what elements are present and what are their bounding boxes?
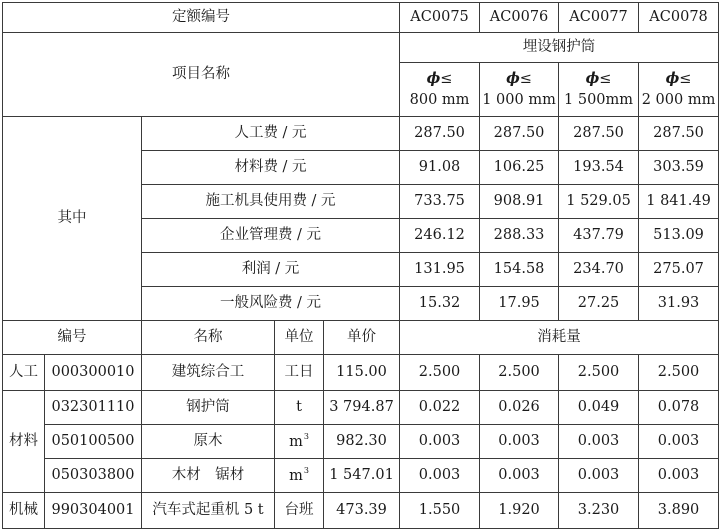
resource-unit: [275, 425, 324, 459]
resource-unit: t: [275, 391, 324, 425]
resource-code: 990304001: [45, 493, 142, 529]
resource-code: 032301110: [45, 391, 142, 425]
consumption-value: 2.500: [639, 355, 719, 391]
resource-name: 钢护筒: [142, 391, 275, 425]
le-symbol: ≤: [440, 71, 453, 88]
unit-header: 单位: [275, 321, 324, 355]
resource-unit: [275, 459, 324, 493]
consumption-value: 2.500: [400, 355, 480, 391]
le-symbol: ≤: [519, 71, 532, 88]
consumption-value: 0.003: [400, 425, 480, 459]
consumption-value: 0.003: [639, 459, 719, 493]
consumption-value: 0.003: [559, 459, 639, 493]
resource-price: 982.30: [324, 425, 400, 459]
consumption-value: 1.550: [400, 493, 480, 529]
cost-value: 437.79: [559, 219, 639, 253]
resource-name: 原木: [142, 425, 275, 459]
le-symbol: ≤: [679, 71, 692, 88]
resource-code: 050100500: [45, 425, 142, 459]
cost-value: 275.07: [639, 253, 719, 287]
cost-value: 31.93: [639, 287, 719, 321]
cost-value: 15.32: [400, 287, 480, 321]
cost-value: 288.33: [480, 219, 559, 253]
consumption-value: 0.049: [559, 391, 639, 425]
cost-value: 106.25: [480, 151, 559, 185]
phi-symbol: ϕ: [665, 70, 680, 88]
code-header: 编号: [3, 321, 142, 355]
cost-value: 287.50: [480, 117, 559, 151]
category-label: 材料: [3, 391, 45, 493]
resource-code: 000300010: [45, 355, 142, 391]
cost-section-label: 其中: [3, 117, 142, 321]
unit-power: 3: [303, 431, 309, 441]
unit-power: 3: [303, 465, 309, 475]
cost-value: 1 529.05: [559, 185, 639, 219]
phi-symbol: ϕ: [426, 70, 441, 88]
consumption-value: 0.003: [559, 425, 639, 459]
consumption-header-row: [3, 321, 719, 355]
diameter-value: 1 000 mm: [482, 91, 556, 108]
cost-item-name: 人工费 / 元: [142, 117, 400, 151]
code-cell: AC0078: [639, 3, 719, 33]
cost-item-name: 企业管理费 / 元: [142, 219, 400, 253]
cost-value: 908.91: [480, 185, 559, 219]
consumption-value: 0.003: [400, 459, 480, 493]
diameter-cell: [639, 63, 719, 117]
unit-base: m: [289, 433, 303, 450]
consumption-value: 2.500: [559, 355, 639, 391]
consumption-value: 0.003: [639, 425, 719, 459]
consumption-value: 3.230: [559, 493, 639, 529]
cost-value: 287.50: [639, 117, 719, 151]
consumption-value: 3.890: [639, 493, 719, 529]
cost-value: 303.59: [639, 151, 719, 185]
cost-value: 154.58: [480, 253, 559, 287]
code-label: 定额编号: [3, 3, 400, 33]
name-header: 名称: [142, 321, 275, 355]
cost-item-name: 施工机具使用费 / 元: [142, 185, 400, 219]
cost-value: 1 841.49: [639, 185, 719, 219]
category-label: 机械: [3, 493, 45, 529]
cost-item-name: 材料费 / 元: [142, 151, 400, 185]
resource-price: 473.39: [324, 493, 400, 529]
cost-item-name: 一般风险费 / 元: [142, 287, 400, 321]
resource-price: 115.00: [324, 355, 400, 391]
consumption-value: 0.022: [400, 391, 480, 425]
diameter-value: 2 000 mm: [641, 91, 716, 108]
consumption-value: 0.078: [639, 391, 719, 425]
category-label: 人工: [3, 355, 45, 391]
consumption-value: 0.003: [480, 459, 559, 493]
resource-price: 1 547.01: [324, 459, 400, 493]
diameter-cell: [400, 63, 480, 117]
resource-price: 3 794.87: [324, 391, 400, 425]
le-symbol: ≤: [599, 71, 612, 88]
cost-value: 131.95: [400, 253, 480, 287]
cost-value: 234.70: [559, 253, 639, 287]
resource-row: [3, 493, 719, 529]
quota-table: [2, 2, 719, 529]
resource-row: [3, 425, 719, 459]
diameter-cell: [480, 63, 559, 117]
resource-name: 木材 锯材: [142, 459, 275, 493]
cost-value: 733.75: [400, 185, 480, 219]
diameter-value: 1 500mm: [564, 91, 634, 108]
cost-value: 17.95: [480, 287, 559, 321]
code-cell: AC0077: [559, 3, 639, 33]
consumption-value: 0.003: [480, 425, 559, 459]
resource-row: [3, 355, 719, 391]
cost-value: 287.50: [559, 117, 639, 151]
unit-base: m: [289, 467, 303, 484]
consumption-value: 2.500: [480, 355, 559, 391]
code-cell: AC0075: [400, 3, 480, 33]
cost-value: 91.08: [400, 151, 480, 185]
group-title: 埋设钢护筒: [400, 33, 719, 63]
code-row: [3, 3, 719, 33]
amount-header: 消耗量: [400, 321, 719, 355]
diameter-value: 800 mm: [409, 91, 470, 108]
cost-value: 193.54: [559, 151, 639, 185]
group-row: [3, 33, 719, 63]
cost-row: [3, 117, 719, 151]
resource-name: 建筑综合工: [142, 355, 275, 391]
cost-value: 287.50: [400, 117, 480, 151]
consumption-value: 0.026: [480, 391, 559, 425]
code-cell: AC0076: [480, 3, 559, 33]
resource-name: 汽车式起重机 5 t: [142, 493, 275, 529]
item-name-label: 项目名称: [3, 33, 400, 117]
cost-value: 513.09: [639, 219, 719, 253]
resource-unit: 台班: [275, 493, 324, 529]
cost-item-name: 利润 / 元: [142, 253, 400, 287]
diameter-cell: [559, 63, 639, 117]
resource-code: 050303800: [45, 459, 142, 493]
resource-row: [3, 391, 719, 425]
cost-value: 246.12: [400, 219, 480, 253]
price-header: 单价: [324, 321, 400, 355]
consumption-value: 1.920: [480, 493, 559, 529]
resource-unit: 工日: [275, 355, 324, 391]
resource-row: [3, 459, 719, 493]
cost-value: 27.25: [559, 287, 639, 321]
phi-symbol: ϕ: [585, 70, 600, 88]
phi-symbol: ϕ: [506, 70, 520, 88]
